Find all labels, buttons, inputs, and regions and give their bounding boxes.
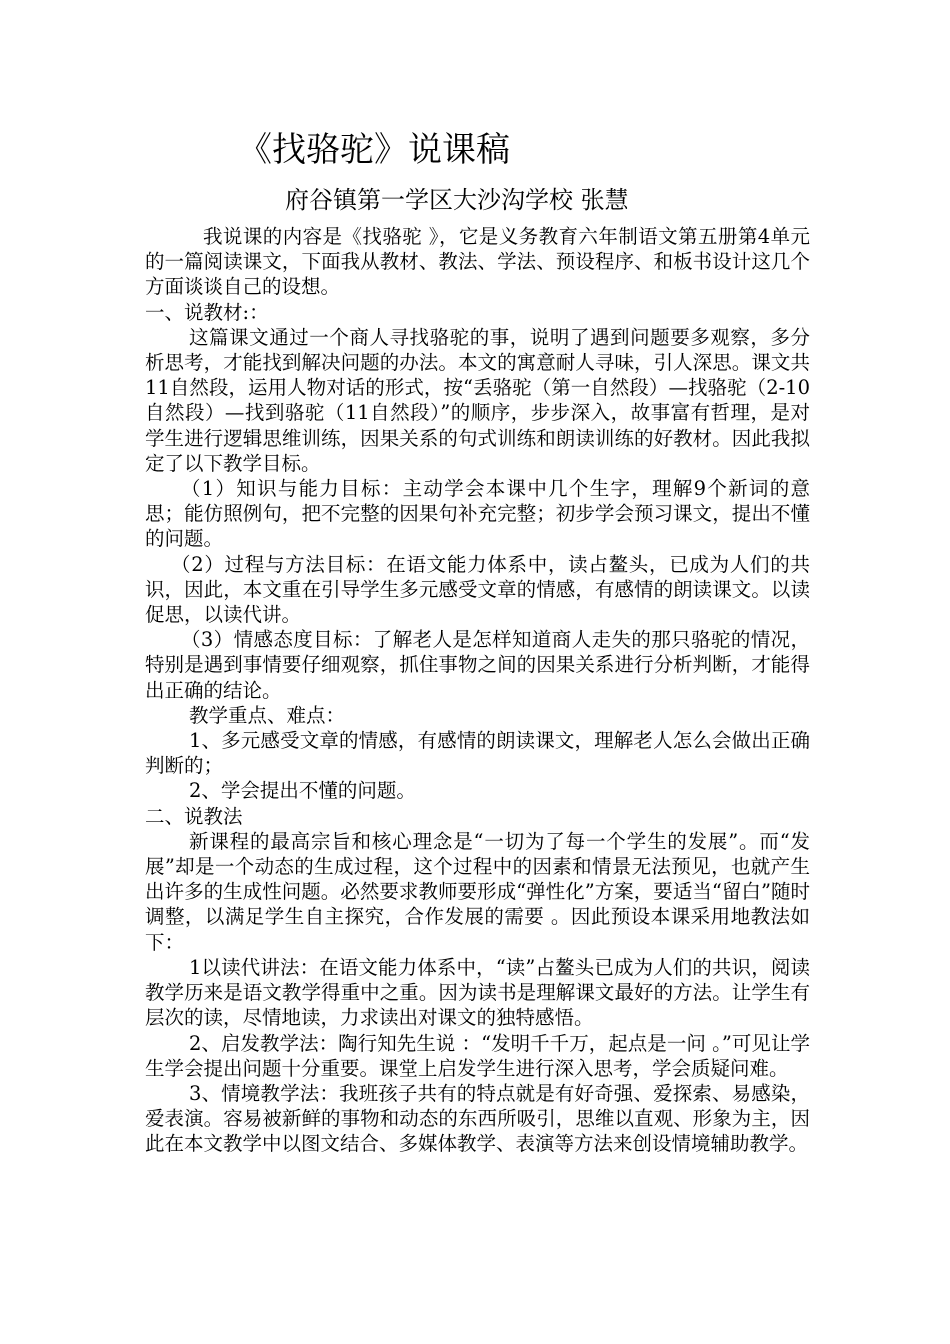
subheading-key-points: 教学重点、难点： — [189, 703, 346, 727]
document-subtitle: 府谷镇第一学区大沙沟学校 张慧 — [285, 186, 629, 214]
body-paragraph: 新课程的最高宗旨和核心理念是“一切为了每一个学生的发展”。而“发展”却是一个动态的生成过程，这个过程中的因素和情景无法预见，也就产生出许多的生成性问题。必然要求教师要形成“弹性化”方案，要适当“留白”随时调整，以满足学生自主探究，合作发展的需要 。因此预设本课采用地教法如下： — [145, 829, 810, 954]
goal-paragraph: （1）知识与能力目标：主动学会本课中几个生字，理解9个新词的意思；能仿照例句，把不完整的因果句补充完整；初步学会预习课文，提出不懂的问题。 — [145, 477, 810, 551]
section-heading-teaching-material: 一、说教材:： — [145, 300, 269, 324]
intro-paragraph: 我说课的内容是《找骆驼 》，它是义务教育六年制语文第五册第4单元的一篇阅读课文，下面我从教材、教法、学法、预设程序、和板书设计这几个方面谈谈自己的设想。 — [145, 225, 810, 299]
document-title: 《找骆驼》说课稿 — [238, 130, 510, 170]
method-paragraph: 2、启发教学法：陶行知先生说 ：“发明千千万，起点是一问 。”可见让学生学会提出问题十分重要。课堂上启发学生进行深入思考，学会质疑问难。 — [145, 1031, 810, 1080]
section-heading-teaching-method: 二、说教法 — [145, 804, 243, 828]
key-point-item: 1、多元感受文章的情感，有感情的朗读课文，理解老人怎么会做出正确判断的； — [145, 729, 810, 778]
body-paragraph: 这篇课文通过一个商人寻找骆驼的事，说明了遇到问题要多观察，多分析思考，才能找到解决问题的办法。本文的寓意耐人寻味，引人深思。课文共11自然段，运用人物对话的形式，按“丢骆驼（第一自然段）—找骆驼（2-10自然段）—找到骆驼（11自然段）”的顺序，步步深入，故事富有哲理，是对学生进行逻辑思维训练，因果关系的句式训练和朗读训练的好教材。因此我拟定了以下教学目标。 — [145, 325, 810, 475]
method-paragraph: 1以读代讲法：在语文能力体系中，“读”占鳌头已成为人们的共识，阅读教学历来是语文教学得重中之重。因为读书是理解课文最好的方法。让学生有层次的读，尽情地读，力求读出对课文的独特感悟。 — [145, 955, 810, 1030]
goal-paragraph: （2）过程与方法目标：在语文能力体系中，读占鳌头，已成为人们的共识，因此，本文重在引导学生多元感受文章的情感，有感情的朗读课文。以读促思，以读代讲。 — [145, 552, 810, 627]
method-paragraph: 3、情境教学法：我班孩子共有的特点就是有好奇强、爱探索、易感染，爱表演。容易被新鲜的事物和动态的东西所吸引，思维以直观、形象为主，因此在本文教学中以图文结合、多媒体教学、表演等方法来创设情境辅助教学。 — [145, 1081, 810, 1156]
key-point-item: 2、学会提出不懂的问题。 — [189, 779, 416, 803]
goal-paragraph: （3）情感态度目标：了解老人是怎样知道商人走失的那只骆驼的情况，特别是遇到事情要仔细观察，抓住事物之间的因果关系进行分析判断，才能得出正确的结论。 — [145, 628, 810, 702]
document-body — [145, 224, 810, 1157]
